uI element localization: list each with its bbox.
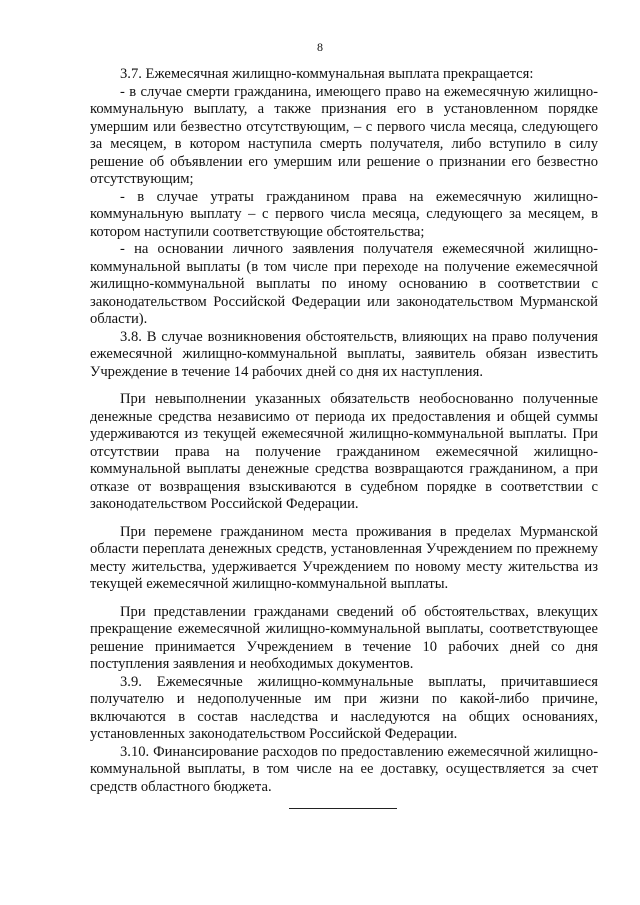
paragraph: - в случае смерти гражданина, имеющего право на ежемесячную жилищно-коммунальную выплату, а также признания его в установленном порядке умершим или безвестно отсутствующим, – с первого числа месяца, следующего за месяцем, в котором наступила смерть получателя, либо вступило в силу решение об объявлении его умершим или решение о признании его безвестно отсутствующим;	[90, 83, 598, 187]
document-body	[90, 66, 598, 796]
paragraph: - на основании личного заявления получателя ежемесячной жилищно-коммунальной выплаты (в том числе при переходе на получение ежемесячной жилищно-коммунальной выплаты по иному основанию в соответствии с законодательством Российской Федерации или законодательством Мурманской области).	[90, 241, 598, 327]
paragraph: 3.10. Финансирование расходов по предоставлению ежемесячной жилищно-коммунальной выплаты, в том числе на ее доставку, осуществляется за счет средств областного бюджета.	[90, 743, 598, 795]
paragraph: 3.7. Ежемесячная жилищно-коммунальная выплата прекращается:	[120, 66, 534, 82]
paragraph: При перемене гражданином места проживания в пределах Мурманской области переплата денежных средств, установленная Учреждением по прежнему месту жительства, удерживается Учреждением по новому месту жительства из текущей ежемесячной жилищно-коммунальной выплаты.	[90, 523, 598, 592]
end-of-text-rule	[289, 808, 397, 809]
paragraph: При невыполнении указанных обязательств необоснованно полученные денежные средства независимо от периода их предоставления и общей суммы удерживаются из текущей ежемесячной жилищно-коммунальной выплаты. При отсутствии права на получение гражданином ежемесячной жилищно-коммунальной выплаты денежные средства возвращаются гражданином, а при отказе от возвращения взыскиваются в судебном порядке в соответствии с законодательством Российской Федерации.	[90, 391, 598, 512]
paragraph: 3.8. В случае возникновения обстоятельств, влияющих на право получения ежемесячной жилищно-коммунальной выплаты, заявитель обязан известить Учреждение в течение 14 рабочих дней со дня их наступления.	[90, 328, 598, 380]
paragraph: - в случае утраты гражданином права на ежемесячную жилищно-коммунальную выплату – с первого числа месяца, следующего за месяцем, в котором наступили соответствующие обстоятельства;	[90, 188, 598, 240]
paragraph: 3.9. Ежемесячные жилищно-коммунальные выплаты, причитавшиеся получателю и недополученные им при жизни по какой-либо причине, включаются в состав наследства и наследуются на общих основаниях, установленных законодательством Российской Федерации.	[90, 673, 598, 742]
page-number: 8	[317, 40, 323, 54]
paragraph: При представлении гражданами сведений об обстоятельствах, влекущих прекращение ежемесячной жилищно-коммунальной выплаты, соответствующее решение принимается Учреждением в течение 10 рабочих дней со дня поступления заявления и необходимых документов.	[90, 603, 598, 672]
